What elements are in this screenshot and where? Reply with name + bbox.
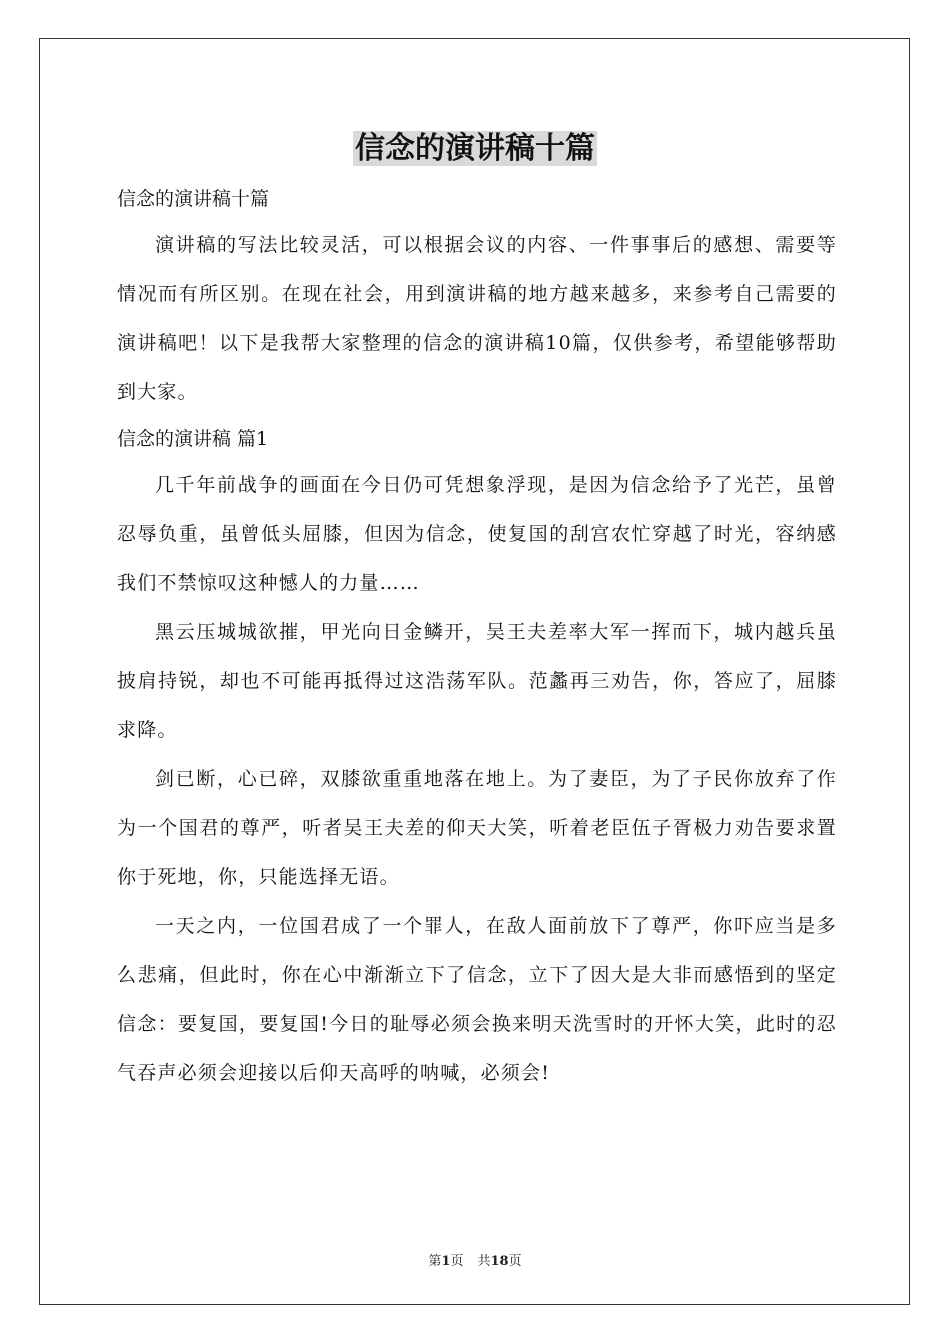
body-paragraph-4: 一天之内，一位国君成了一个罪人，在敌人面前放下了尊严，你吓应当是多么悲痛，但此时，你在心中渐渐立下了信念，立下了因大是大非而感悟到的坚定信念：要复国，要复国!今日的耻辱必须会换来明天洗雪时的开怀大笑，此时的忍气吞声必须会迎接以后仰天高呼的呐喊，必须会! bbox=[117, 915, 837, 1084]
section-heading-1: 信念的演讲稿 篇1 bbox=[117, 428, 269, 450]
footer-total-prefix: 共 bbox=[477, 1254, 491, 1269]
intro-paragraph: 演讲稿的写法比较灵活，可以根据会议的内容、一件事事后的感想、需要等情况而有所区别。在现在社会，用到演讲稿的地方越来越多，来参考自己需要的演讲稿吧！以下是我帮大家整理的信念的演讲稿10篇，仅供参考，希望能够帮助到大家。 bbox=[117, 234, 837, 403]
footer-total-suffix: 页 bbox=[508, 1254, 522, 1269]
document-title bbox=[0, 128, 950, 170]
document-body bbox=[117, 177, 837, 1098]
body-paragraph-2: 黑云压城城欲摧，甲光向日金鳞开，吴王夫差率大军一挥而下，城内越兵虽披肩持锐，却也不可能再抵得过这浩荡军队。范蠡再三劝告，你，答应了，屈膝求降。 bbox=[117, 621, 837, 741]
page-footer bbox=[0, 1250, 950, 1269]
footer-page-suffix: 页 bbox=[450, 1254, 464, 1269]
body-paragraph-3: 剑已断，心已碎，双膝欲重重地落在地上。为了妻臣，为了子民你放弃了作为一个国君的尊严，听者吴王夫差的仰天大笑，听着老臣伍子胥极力劝告要求置你于死地，你，只能选择无语。 bbox=[117, 768, 837, 888]
document-title-text: 信念的演讲稿十篇 bbox=[355, 131, 595, 166]
body-paragraph-1: 几千年前战争的画面在今日仍可凭想象浮现，是因为信念给予了光芒，虽曾忍辱负重，虽曾低头屈膝，但因为信念，使复国的刮宫农忙穿越了时光，容纳感我们不禁惊叹这种憾人的力量…… bbox=[117, 474, 837, 594]
footer-page-total: 18 bbox=[490, 1254, 509, 1269]
document-subtitle: 信念的演讲稿十篇 bbox=[117, 188, 270, 210]
footer-page-prefix: 第 bbox=[428, 1254, 442, 1269]
footer-page-current: 1 bbox=[441, 1254, 451, 1269]
